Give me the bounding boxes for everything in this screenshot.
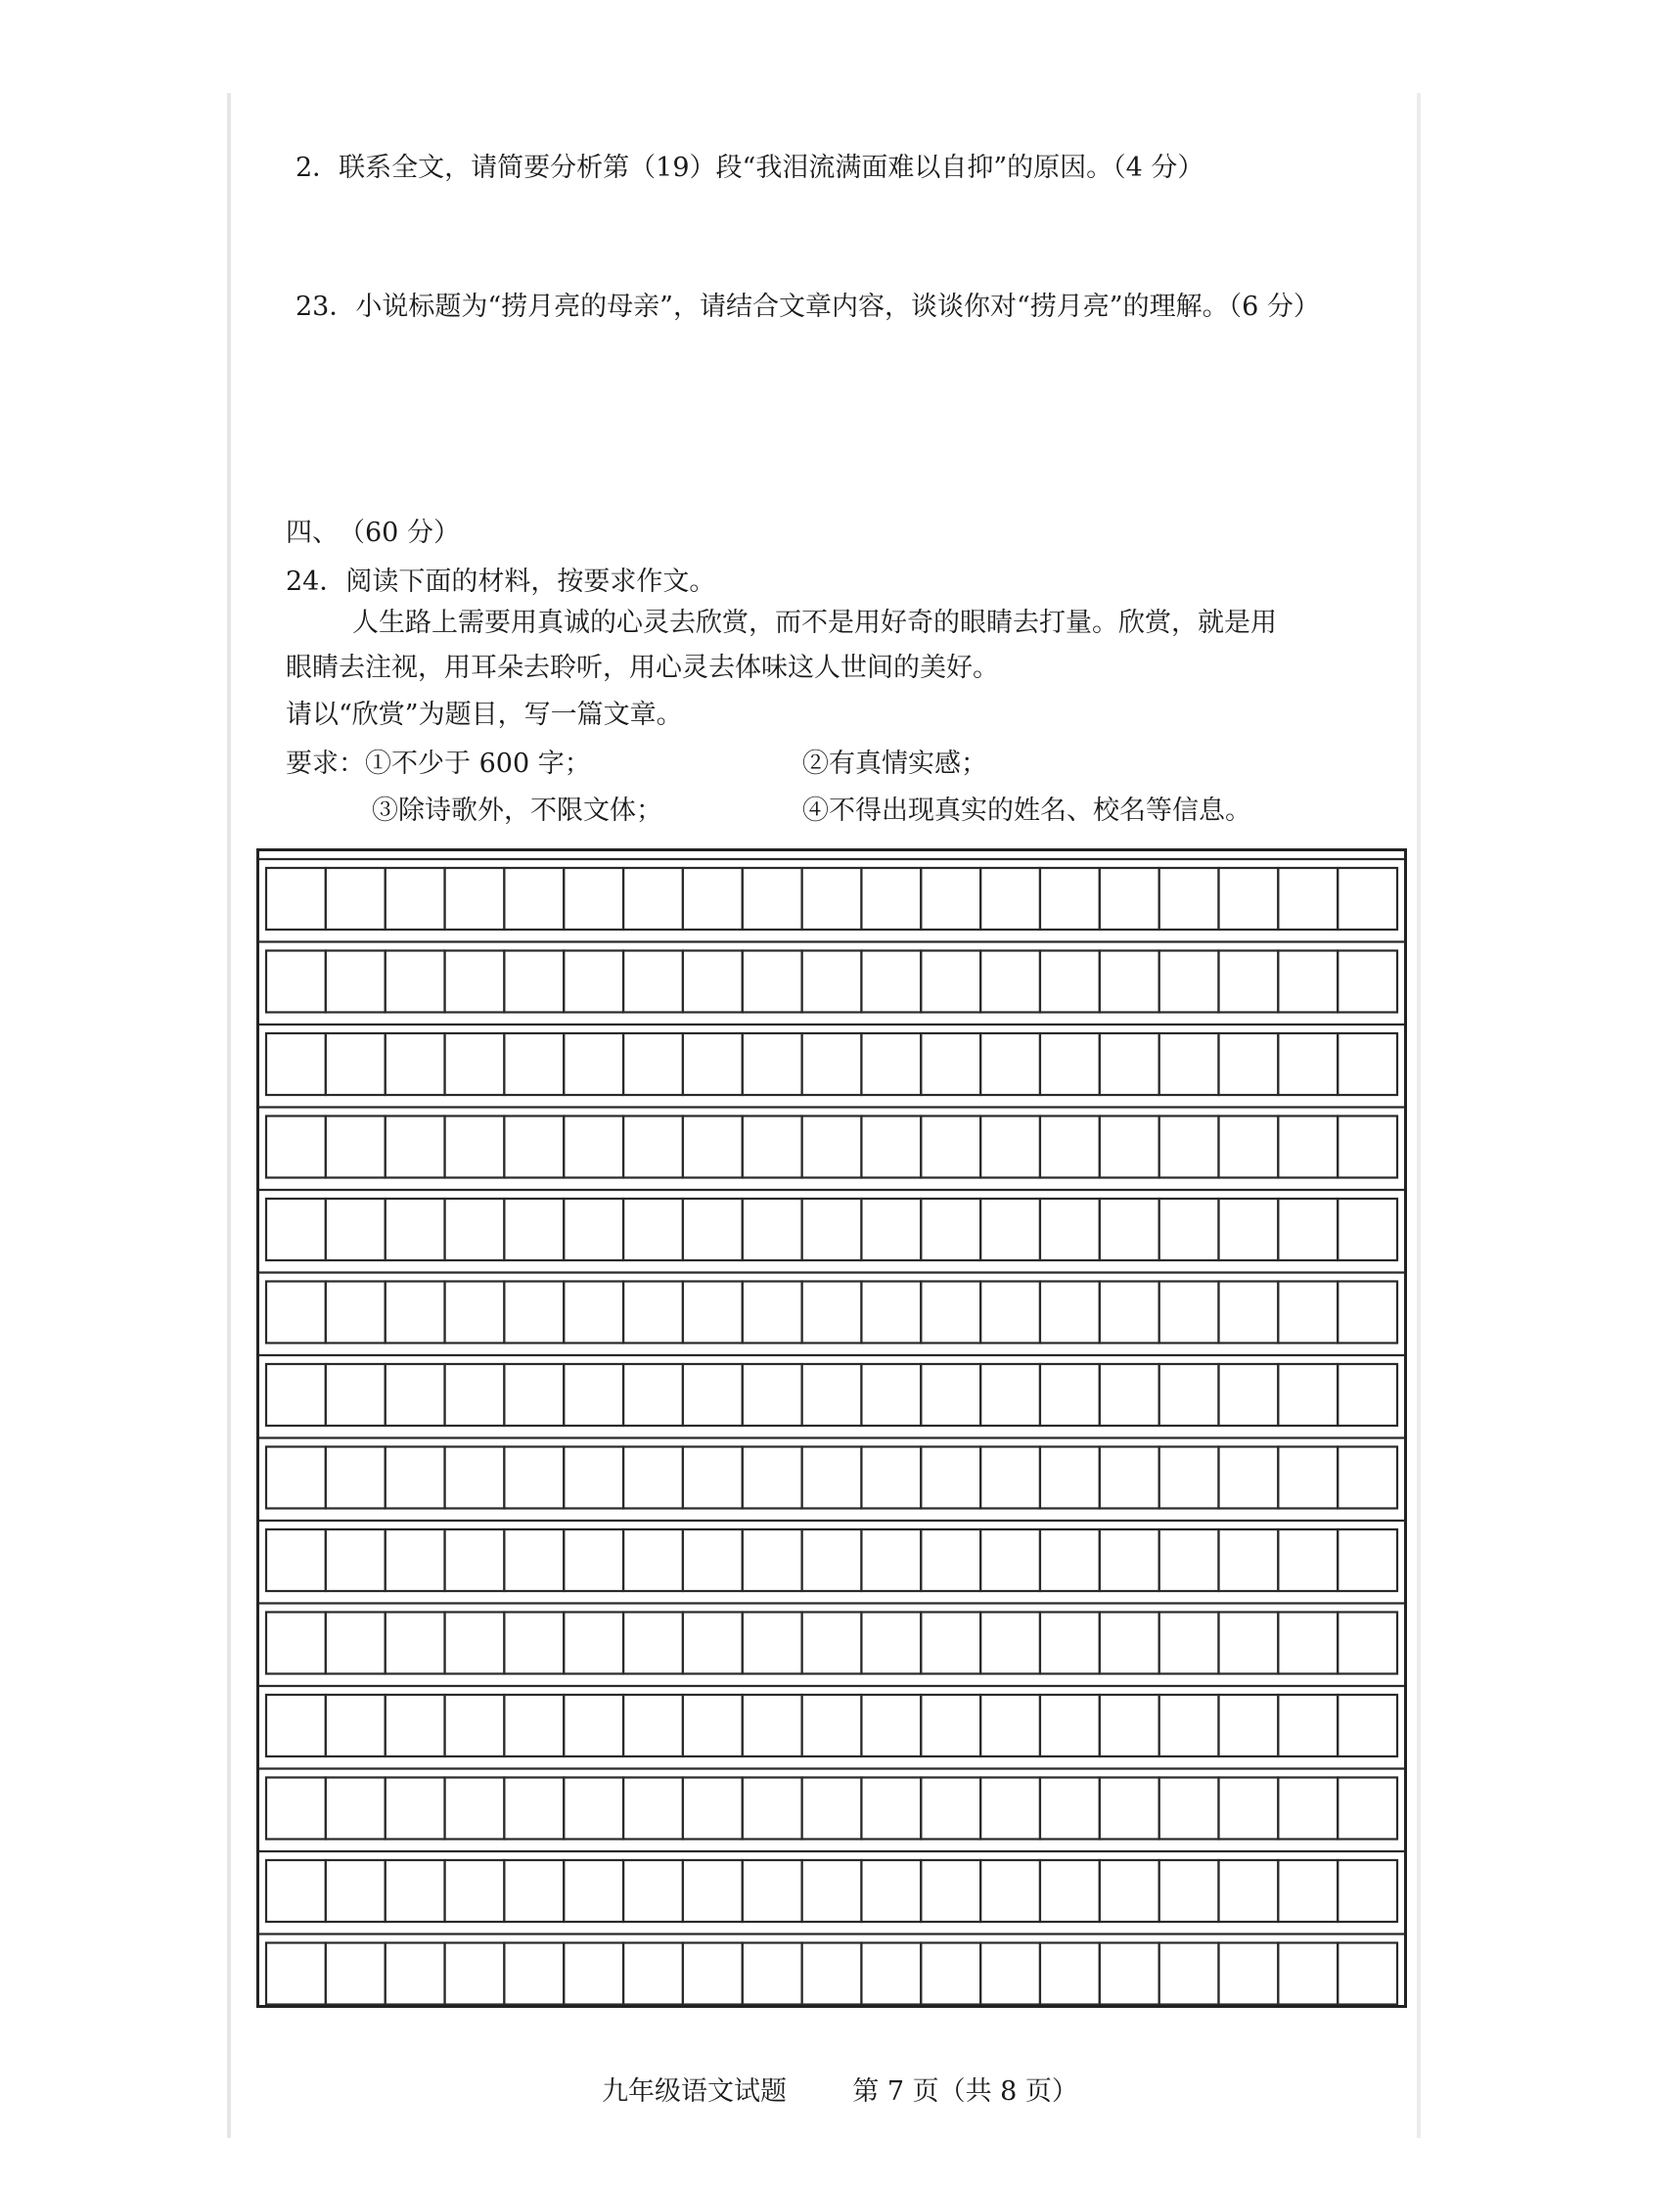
grid-cell[interactable] [564, 951, 623, 1013]
grid-cell[interactable] [1338, 868, 1397, 930]
grid-cell[interactable] [504, 868, 564, 930]
grid-cell[interactable] [623, 1613, 683, 1674]
grid-border [1404, 848, 1407, 2008]
grid-cell[interactable] [504, 1447, 564, 1509]
grid-cell[interactable] [1218, 1282, 1278, 1343]
grid-cell[interactable] [1100, 1033, 1159, 1095]
grid-cell[interactable] [1100, 1529, 1159, 1591]
grid-cell[interactable] [1040, 1199, 1100, 1260]
grid-cell[interactable] [802, 1778, 862, 1840]
grid-cell[interactable] [921, 1695, 980, 1756]
grid-cell[interactable] [1338, 1364, 1397, 1426]
requirement-4: ④不得出现真实的姓名、校名等信息。 [802, 796, 1251, 826]
grid-cell[interactable] [802, 1282, 862, 1343]
grid-cell[interactable] [504, 1860, 564, 1922]
grid-cell[interactable] [743, 1529, 802, 1591]
grid-cell[interactable] [623, 1943, 683, 2005]
grid-cell[interactable] [743, 1778, 802, 1840]
grid-cell[interactable] [683, 1282, 743, 1343]
grid-cell[interactable] [564, 1199, 623, 1260]
grid-cell[interactable] [445, 1860, 505, 1922]
grid-cell[interactable] [564, 1860, 623, 1922]
grid-cell[interactable] [980, 1695, 1040, 1756]
grid-cell[interactable] [1218, 868, 1278, 930]
grid-cell[interactable] [861, 951, 921, 1013]
grid-cell[interactable] [921, 1860, 980, 1922]
grid-cell[interactable] [386, 1033, 445, 1095]
page-footer [0, 2070, 1680, 2108]
grid-cell[interactable] [1278, 1199, 1338, 1260]
grid-cell[interactable] [623, 1033, 683, 1095]
grid-cell[interactable] [386, 1860, 445, 1922]
grid-cell[interactable] [743, 868, 802, 930]
grid-cell[interactable] [921, 1447, 980, 1509]
grid-cell[interactable] [1278, 1860, 1338, 1922]
grid-cell[interactable] [504, 1943, 564, 2005]
grid-cell[interactable] [921, 1943, 980, 2005]
grid-cell[interactable] [1159, 1860, 1219, 1922]
grid-cell[interactable] [266, 951, 326, 1013]
grid-cell[interactable] [623, 1860, 683, 1922]
grid-cell[interactable] [980, 1613, 1040, 1674]
grid-cell[interactable] [445, 1364, 505, 1426]
grid-cell[interactable] [1278, 1943, 1338, 2005]
grid-cell[interactable] [504, 1613, 564, 1674]
grid-cell[interactable] [1159, 1199, 1219, 1260]
grid-cell[interactable] [802, 1364, 862, 1426]
grid-cell[interactable] [683, 868, 743, 930]
grid-cell[interactable] [386, 1447, 445, 1509]
grid-cell[interactable] [980, 1116, 1040, 1178]
grid-cell[interactable] [1159, 1943, 1219, 2005]
grid-cell[interactable] [1338, 1529, 1397, 1591]
grid-cell[interactable] [861, 1116, 921, 1178]
grid-cell[interactable] [921, 1282, 980, 1343]
grid-cell[interactable] [743, 1364, 802, 1426]
grid-cell[interactable] [861, 1282, 921, 1343]
grid-cell[interactable] [861, 1695, 921, 1756]
grid-cell[interactable] [1100, 868, 1159, 930]
grid-cell[interactable] [980, 1529, 1040, 1591]
grid-cell[interactable] [1040, 1529, 1100, 1591]
grid-cell[interactable] [683, 1116, 743, 1178]
grid-cell[interactable] [1040, 1613, 1100, 1674]
grid-cell[interactable] [266, 1116, 326, 1178]
grid-cell[interactable] [683, 1529, 743, 1591]
grid-cell[interactable] [1040, 1447, 1100, 1509]
grid-cell[interactable] [1100, 1364, 1159, 1426]
grid-cell[interactable] [683, 1364, 743, 1426]
grid-border [256, 848, 259, 2008]
grid-cell[interactable] [980, 1199, 1040, 1260]
grid-cell[interactable] [326, 868, 386, 930]
grid-cell[interactable] [1218, 1943, 1278, 2005]
grid-cell[interactable] [386, 1613, 445, 1674]
material-line-1: 人生路上需要用真诚的心灵去欣赏，而不是用好奇的眼睛去打量。欣赏，就是用 [352, 608, 1277, 638]
grid-cell[interactable] [802, 1033, 862, 1095]
grid-cell[interactable] [1338, 1033, 1397, 1095]
grid-cell[interactable] [326, 1529, 386, 1591]
grid-cell[interactable] [326, 1282, 386, 1343]
grid-cell[interactable] [266, 1778, 326, 1840]
grid-cell[interactable] [504, 1529, 564, 1591]
grid-cell[interactable] [1218, 1033, 1278, 1095]
essay-prompt: 请以“欣赏”为题目，写一篇文章。 [286, 700, 683, 730]
grid-cell[interactable] [326, 1364, 386, 1426]
grid-cell[interactable] [683, 1033, 743, 1095]
grid-cell[interactable] [445, 1282, 505, 1343]
grid-cell[interactable] [1100, 951, 1159, 1013]
grid-cell[interactable] [861, 1199, 921, 1260]
grid-cell[interactable] [683, 1943, 743, 2005]
question-23: 23．小说标题为“捞月亮的母亲”，请结合文章内容，谈谈你对“捞月亮”的理解。（6 分） [295, 292, 1320, 322]
grid-cell[interactable] [1218, 1116, 1278, 1178]
grid-cell[interactable] [504, 1364, 564, 1426]
grid-cell[interactable] [1159, 1695, 1219, 1756]
grid-cell[interactable] [445, 1613, 505, 1674]
grid-cell[interactable] [445, 1529, 505, 1591]
grid-cell[interactable] [564, 1282, 623, 1343]
grid-cell[interactable] [980, 1282, 1040, 1343]
grid-cell[interactable] [802, 1529, 862, 1591]
grid-cell[interactable] [504, 1282, 564, 1343]
grid-cell[interactable] [980, 1033, 1040, 1095]
grid-cell[interactable] [1338, 1199, 1397, 1260]
grid-cell[interactable] [623, 1364, 683, 1426]
grid-cell[interactable] [921, 1364, 980, 1426]
grid-cell[interactable] [1338, 1943, 1397, 2005]
grid-cell[interactable] [386, 1943, 445, 2005]
question-24-intro: 24．阅读下面的材料，按要求作文。 [286, 567, 716, 597]
grid-cell[interactable] [1218, 1613, 1278, 1674]
grid-cell[interactable] [802, 1860, 862, 1922]
grid-cell[interactable] [564, 1364, 623, 1426]
grid-cell[interactable] [564, 1613, 623, 1674]
grid-cell[interactable] [623, 1695, 683, 1756]
scan-edge [227, 93, 231, 2138]
grid-border [256, 2005, 1407, 2008]
grid-cell[interactable] [326, 1778, 386, 1840]
grid-cell[interactable] [802, 1695, 862, 1756]
grid-cell[interactable] [743, 1447, 802, 1509]
section-heading: 四、 （60 分） [286, 518, 460, 548]
grid-cell[interactable] [1218, 1364, 1278, 1426]
grid-cell[interactable] [504, 951, 564, 1013]
grid-cell[interactable] [1100, 1116, 1159, 1178]
footer-page-number: 第 7 页（共 8 页） [852, 2076, 1078, 2107]
grid-cell[interactable] [1159, 1613, 1219, 1674]
grid-cell[interactable] [564, 1447, 623, 1509]
grid-cell[interactable] [1100, 1943, 1159, 2005]
grid-cell[interactable] [623, 1447, 683, 1509]
grid-cell[interactable] [683, 1860, 743, 1922]
grid-cell[interactable] [1159, 1447, 1219, 1509]
grid-cell[interactable] [1159, 1529, 1219, 1591]
grid-cell[interactable] [802, 1447, 862, 1509]
grid-cell[interactable] [1218, 1199, 1278, 1260]
grid-cell[interactable] [1278, 1033, 1338, 1095]
grid-cell[interactable] [623, 951, 683, 1013]
grid-cell[interactable] [980, 868, 1040, 930]
grid-cell[interactable] [980, 1447, 1040, 1509]
grid-cell[interactable] [564, 1033, 623, 1095]
grid-cell[interactable] [266, 1860, 326, 1922]
grid-cell[interactable] [802, 1613, 862, 1674]
grid-cell[interactable] [386, 1282, 445, 1343]
grid-cell[interactable] [921, 1778, 980, 1840]
grid-cell[interactable] [1159, 868, 1219, 930]
grid-cell[interactable] [743, 1860, 802, 1922]
grid-cell[interactable] [1338, 1282, 1397, 1343]
grid-cell[interactable] [266, 1447, 326, 1509]
grid-cell[interactable] [1338, 1447, 1397, 1509]
grid-cell[interactable] [445, 868, 505, 930]
grid-cell[interactable] [564, 1695, 623, 1756]
grid-cell[interactable] [1040, 1943, 1100, 2005]
grid-cell[interactable] [1040, 1033, 1100, 1095]
grid-cell[interactable] [802, 1943, 862, 2005]
grid-cell[interactable] [743, 1033, 802, 1095]
grid-cell[interactable] [386, 868, 445, 930]
grid-cell[interactable] [1100, 1860, 1159, 1922]
grid-cell[interactable] [1159, 951, 1219, 1013]
grid-cell[interactable] [623, 1778, 683, 1840]
grid-cell[interactable] [504, 1695, 564, 1756]
grid-cell[interactable] [1100, 1778, 1159, 1840]
grid-cell[interactable] [1338, 1613, 1397, 1674]
grid-cell[interactable] [386, 1695, 445, 1756]
grid-cell[interactable] [921, 868, 980, 930]
grid-cell[interactable] [1100, 1199, 1159, 1260]
grid-cell[interactable] [564, 1529, 623, 1591]
grid-cell[interactable] [326, 1943, 386, 2005]
grid-cell[interactable] [1218, 1447, 1278, 1509]
grid-cell[interactable] [1159, 1282, 1219, 1343]
grid-cell[interactable] [1159, 1364, 1219, 1426]
scan-edge [1417, 93, 1421, 2138]
grid-cell[interactable] [1338, 1860, 1397, 1922]
grid-cell[interactable] [564, 1116, 623, 1178]
grid-cell[interactable] [1040, 1364, 1100, 1426]
grid-cell[interactable] [326, 1613, 386, 1674]
grid-cell[interactable] [1278, 1282, 1338, 1343]
grid-cell[interactable] [445, 951, 505, 1013]
grid-cell[interactable] [683, 951, 743, 1013]
grid-cell[interactable] [743, 1116, 802, 1178]
grid-cell[interactable] [1338, 951, 1397, 1013]
grid-cell[interactable] [1040, 951, 1100, 1013]
grid-cell[interactable] [743, 1199, 802, 1260]
grid-cell[interactable] [266, 1943, 326, 2005]
grid-cell[interactable] [504, 1778, 564, 1840]
grid-cell[interactable] [1100, 1695, 1159, 1756]
grid-cell[interactable] [683, 1613, 743, 1674]
grid-cell[interactable] [1040, 1695, 1100, 1756]
grid-cell[interactable] [802, 868, 862, 930]
grid-cell[interactable] [1040, 1116, 1100, 1178]
grid-cell[interactable] [504, 1199, 564, 1260]
material-line-2: 眼睛去注视，用耳朵去聆听，用心灵去体味这人世间的美好。 [286, 653, 999, 683]
composition-grid [256, 848, 1407, 2008]
grid-cell[interactable] [921, 1033, 980, 1095]
grid-cell[interactable] [386, 1529, 445, 1591]
grid-cell[interactable] [1159, 1116, 1219, 1178]
grid-cell[interactable] [861, 868, 921, 930]
requirement-3: ③除诗歌外，不限文体； [372, 796, 662, 826]
grid-cell[interactable] [861, 1860, 921, 1922]
grid-cell[interactable] [802, 951, 862, 1013]
grid-cell[interactable] [623, 868, 683, 930]
grid-cell[interactable] [1159, 1033, 1219, 1095]
grid-cell[interactable] [1218, 951, 1278, 1013]
grid-cell[interactable] [445, 1695, 505, 1756]
grid-border [256, 848, 1407, 851]
grid-cell[interactable] [445, 1778, 505, 1840]
grid-cell[interactable] [266, 1199, 326, 1260]
grid-cell[interactable] [1100, 1613, 1159, 1674]
grid-cell[interactable] [1040, 1778, 1100, 1840]
grid-cell[interactable] [743, 1943, 802, 2005]
grid-cell[interactable] [1278, 951, 1338, 1013]
requirement-2: ②有真情实感； [802, 749, 987, 779]
grid-cell[interactable] [386, 1116, 445, 1178]
grid-cell[interactable] [326, 1116, 386, 1178]
grid-cell[interactable] [861, 1529, 921, 1591]
grid-cell[interactable] [326, 1033, 386, 1095]
grid-cell[interactable] [1218, 1695, 1278, 1756]
grid-cell[interactable] [980, 951, 1040, 1013]
grid-cell[interactable] [326, 1860, 386, 1922]
grid-cell[interactable] [1040, 868, 1100, 930]
grid-cell[interactable] [1338, 1778, 1397, 1840]
grid-cell[interactable] [266, 1033, 326, 1095]
grid-cell[interactable] [326, 1447, 386, 1509]
grid-cell[interactable] [266, 1364, 326, 1426]
grid-cell[interactable] [445, 1116, 505, 1178]
grid-cell[interactable] [623, 1116, 683, 1178]
grid-cell[interactable] [1278, 1447, 1338, 1509]
grid-cell[interactable] [683, 1199, 743, 1260]
grid-cell[interactable] [743, 1695, 802, 1756]
grid-cell[interactable] [1278, 1529, 1338, 1591]
requirement-1: 要求：①不少于 600 字； [286, 749, 591, 779]
grid-cell[interactable] [504, 1116, 564, 1178]
grid-cell[interactable] [861, 1033, 921, 1095]
grid-cell[interactable] [386, 1778, 445, 1840]
footer-subject: 九年级语文试题 [602, 2076, 788, 2107]
grid-cell[interactable] [266, 1529, 326, 1591]
grid-cell[interactable] [564, 1778, 623, 1840]
grid-cell[interactable] [1159, 1778, 1219, 1840]
grid-cell[interactable] [743, 951, 802, 1013]
grid-cell[interactable] [1278, 1364, 1338, 1426]
grid-cell[interactable] [1040, 1282, 1100, 1343]
question-22-2: 2．联系全文，请简要分析第（19）段“我泪流满面难以自抑”的原因。（4 分） [295, 153, 1204, 183]
grid-cell[interactable] [1100, 1447, 1159, 1509]
grid-cell[interactable] [504, 1033, 564, 1095]
grid-cell[interactable] [743, 1613, 802, 1674]
grid-cell[interactable] [980, 1943, 1040, 2005]
grid-cell[interactable] [683, 1447, 743, 1509]
grid-cell[interactable] [445, 1943, 505, 2005]
grid-cell[interactable] [564, 868, 623, 930]
grid-cell[interactable] [683, 1695, 743, 1756]
grid-cell[interactable] [921, 1613, 980, 1674]
grid-cell[interactable] [1338, 1116, 1397, 1178]
grid-cell[interactable] [266, 1613, 326, 1674]
grid-cell[interactable] [921, 1529, 980, 1591]
grid-cell[interactable] [386, 1199, 445, 1260]
grid-cell[interactable] [445, 1447, 505, 1509]
grid-cell[interactable] [683, 1778, 743, 1840]
grid-cell[interactable] [1338, 1695, 1397, 1756]
grid-cell[interactable] [266, 1282, 326, 1343]
grid-cell[interactable] [564, 1943, 623, 2005]
grid-cell[interactable] [326, 1199, 386, 1260]
grid-cell[interactable] [1218, 1778, 1278, 1840]
grid-cell[interactable] [921, 951, 980, 1013]
grid-cell[interactable] [861, 1613, 921, 1674]
grid-cell[interactable] [743, 1282, 802, 1343]
grid-cell[interactable] [326, 951, 386, 1013]
grid-cell[interactable] [266, 1695, 326, 1756]
grid-cell[interactable] [1278, 1695, 1338, 1756]
grid-cell[interactable] [1218, 1860, 1278, 1922]
grid-cell[interactable] [1040, 1860, 1100, 1922]
grid-cell[interactable] [386, 951, 445, 1013]
grid-cell[interactable] [861, 1778, 921, 1840]
grid-cell[interactable] [1278, 868, 1338, 930]
grid-cell[interactable] [445, 1199, 505, 1260]
grid-cell[interactable] [861, 1943, 921, 2005]
grid-cell[interactable] [623, 1282, 683, 1343]
grid-cell[interactable] [1278, 1613, 1338, 1674]
grid-cell[interactable] [326, 1695, 386, 1756]
grid-cell[interactable] [861, 1364, 921, 1426]
grid-cell[interactable] [802, 1199, 862, 1260]
grid-cell[interactable] [1100, 1282, 1159, 1343]
grid-cell[interactable] [980, 1778, 1040, 1840]
grid-cell[interactable] [802, 1116, 862, 1178]
grid-cell[interactable] [1278, 1116, 1338, 1178]
grid-cell[interactable] [623, 1529, 683, 1591]
grid-cell[interactable] [921, 1116, 980, 1178]
grid-cell[interactable] [980, 1860, 1040, 1922]
grid-cell[interactable] [386, 1364, 445, 1426]
grid-cell[interactable] [980, 1364, 1040, 1426]
grid-cell[interactable] [623, 1199, 683, 1260]
grid-cell[interactable] [445, 1033, 505, 1095]
grid-cell[interactable] [1278, 1778, 1338, 1840]
grid-cell[interactable] [861, 1447, 921, 1509]
grid-cell[interactable] [921, 1199, 980, 1260]
grid-cell[interactable] [1218, 1529, 1278, 1591]
grid-cell[interactable] [266, 868, 326, 930]
